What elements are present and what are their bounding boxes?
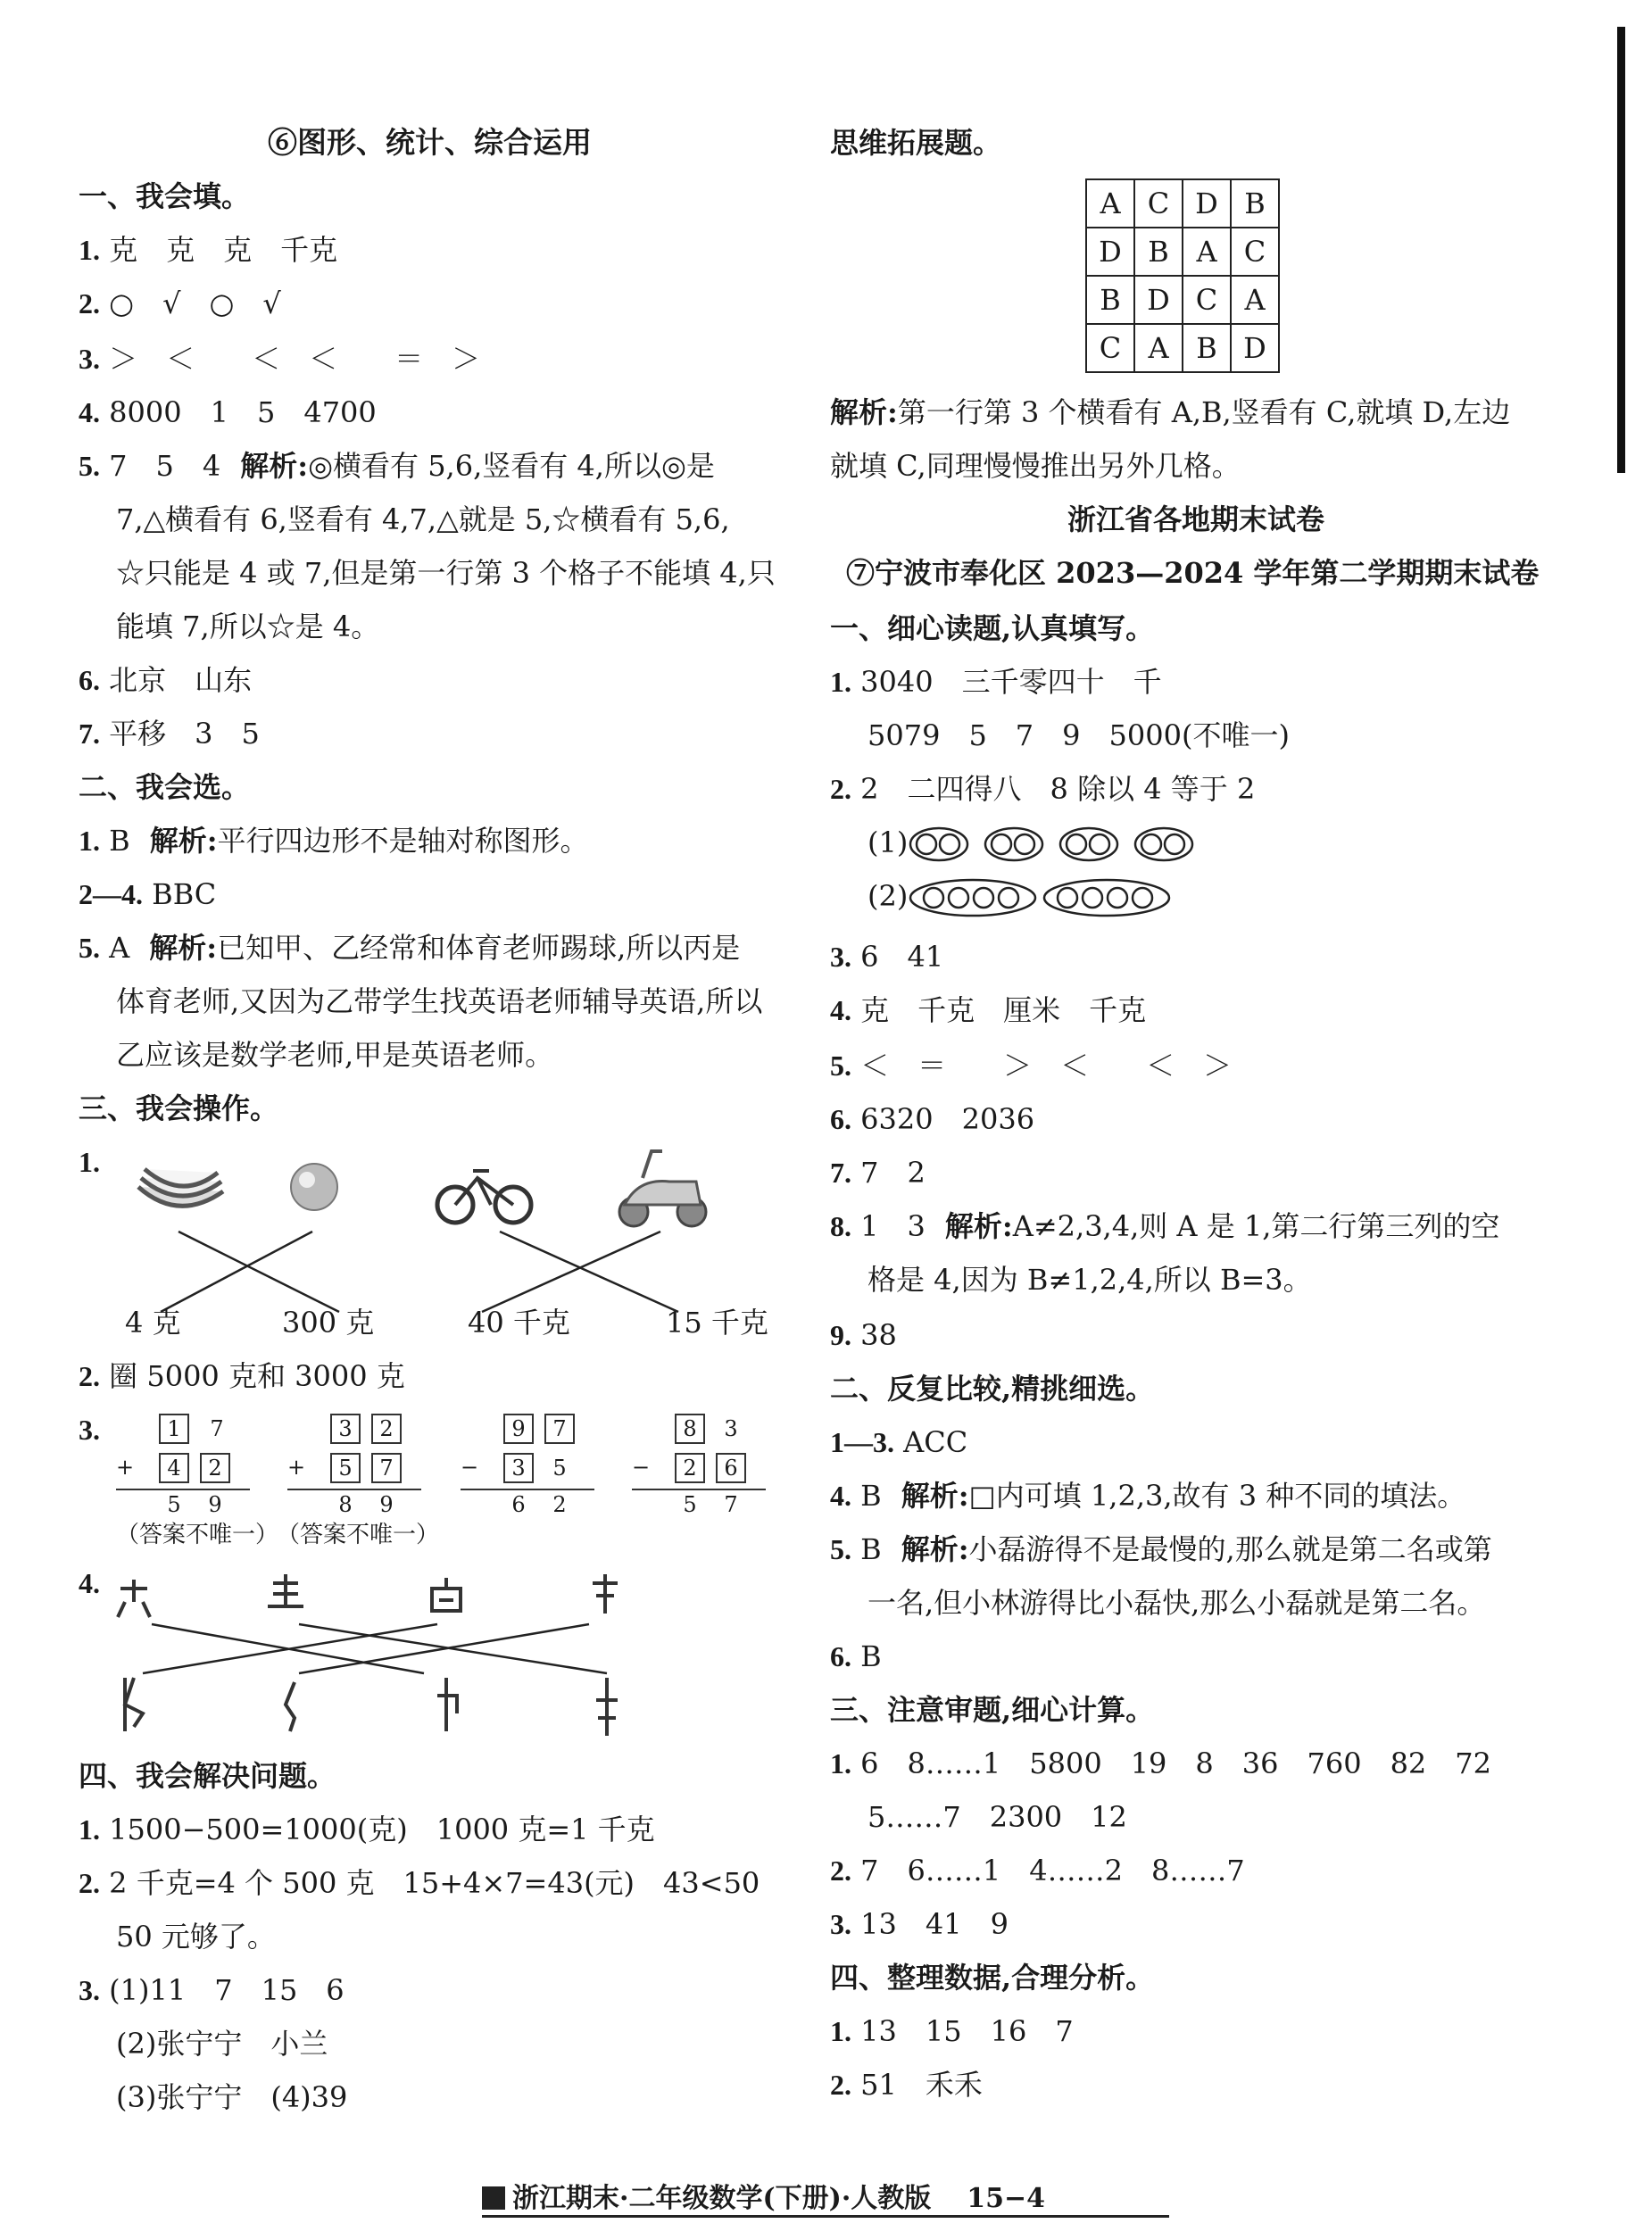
answer-line: 2. ○ √ ○ √ <box>79 286 281 320</box>
answer-line: 1. 6 8……1 5800 19 8 36 760 82 72 <box>830 1746 1492 1780</box>
expand-title: 思维拓展题。 <box>830 126 1002 160</box>
scooter-icon <box>619 1151 706 1226</box>
part4-heading: 四、我会解决问题。 <box>79 1759 336 1793</box>
answer-line: 6. 6320 2036 <box>830 1102 1035 1136</box>
answer-line: 1. 3040 三千零四十 千 <box>830 665 1162 699</box>
answer-line: 5……7 2300 12 <box>868 1800 1127 1834</box>
modern-glyph-icon <box>125 1678 618 1736</box>
grid-row: C A B D <box>1086 324 1279 372</box>
answer-line: 5. A 解析:已知甲、乙经常和体育老师踢球,所以丙是 <box>79 931 741 965</box>
answer-line: 2. 圈 5000 克和 3000 克 <box>79 1359 405 1393</box>
part1-heading: 一、细心读题,认真填写。 <box>830 611 1155 645</box>
answer-line: (3)张宁宁 (4)39 <box>116 2080 348 2114</box>
letter-grid <box>1085 178 1280 373</box>
answer-line: 1. 1500−500=1000(克) 1000 克=1 千克 <box>79 1813 655 1846</box>
answer-line: 3. 13 41 9 <box>830 1907 1009 1941</box>
answer-line: 6. B <box>830 1639 882 1673</box>
page-number: 15−4 <box>967 2183 1046 2214</box>
answer-line: 6. 北京 山东 <box>79 663 253 697</box>
analysis-line: 能填 7,所以☆是 4。 <box>116 610 380 643</box>
character-matching-figure <box>107 1562 643 1740</box>
answer-line: 1. 13 15 16 7 <box>830 2014 1074 2048</box>
answer-line: 1—3. ACC <box>830 1425 968 1459</box>
ancient-glyph-icon <box>118 1574 618 1617</box>
answer-line: 9. 38 <box>830 1318 897 1352</box>
answer-line: 3. (1)11 7 15 6 <box>79 1973 345 2007</box>
answer-line: 3. ＞ ＜ ＜ ＜ ＝ ＞ <box>79 342 481 376</box>
section-title: ⑥图形、统计、综合运用 <box>268 125 592 160</box>
analysis-line: 一名,但小林游得比小磊快,那么小磊就是第二名。 <box>868 1586 1486 1620</box>
page-edge-bar <box>1617 27 1625 473</box>
circle-grouping-1 <box>909 823 1212 866</box>
grid-row: A C D B <box>1086 179 1279 228</box>
answer-line: 4. 克 千克 厘米 千克 <box>830 993 1147 1027</box>
answer-line: 5. ＜ ＝ ＞ ＜ ＜ ＞ <box>830 1049 1233 1083</box>
weight-label: 300 克 <box>282 1306 375 1340</box>
answer-line: 5079 5 7 9 5000(不唯一) <box>868 718 1290 752</box>
answer-line: (2)张宁宁 小兰 <box>116 2027 328 2061</box>
answer-line: 4. 8000 1 5 4700 <box>79 395 377 429</box>
answer-line: 2. 2 千克=4 个 500 克 15+4×7=43(元) 43<50 <box>79 1866 760 1900</box>
exam-title: ⑦宁波市奉化区 2023—2024 学年第二学期期末试卷 <box>846 556 1540 590</box>
answer-line: 3. 6 41 <box>830 940 944 974</box>
answer-line: 7. 7 2 <box>830 1156 926 1190</box>
answer-line: 4. B 解析:□内可填 1,2,3,故有 3 种不同的填法。 <box>830 1479 1466 1513</box>
banana-icon <box>138 1169 223 1206</box>
answer-line: 1. B 解析:平行四边形不是轴对称图形。 <box>79 824 589 858</box>
footer-title: 浙江期末·二年级数学(下册)·人教版 <box>512 2183 932 2214</box>
part2-heading: 二、我会选。 <box>79 770 251 804</box>
analysis-line: 解析:第一行第 3 个横看有 A,B,竖看有 C,就填 D,左边 <box>830 395 1511 429</box>
answer-line: (2) <box>868 879 909 913</box>
bicycle-icon <box>437 1171 531 1223</box>
analysis-line: ☆只能是 4 或 7,但是第一行第 3 个格子不能填 4,只 <box>116 556 776 590</box>
analysis-line: 乙应该是数学老师,甲是英语老师。 <box>116 1038 554 1072</box>
answer-line: 1. 克 克 克 千克 <box>79 233 338 267</box>
part4-heading: 四、整理数据,合理分析。 <box>830 1961 1155 1995</box>
grid-row: D B A C <box>1086 228 1279 276</box>
analysis-line: 7,△横看有 6,竖看有 4,7,△就是 5,☆横看有 5,6, <box>116 502 730 536</box>
vertical-calc: 9 7 − 3 5 6 2 <box>461 1414 594 1512</box>
grid-row: B D C A <box>1086 276 1279 324</box>
answer-line: 2. 2 二四得八 8 除以 4 等于 2 <box>830 772 1256 806</box>
answer-line: 8. 1 3 解析:A≠2,3,4,则 A 是 1,第二行第三列的空 <box>830 1209 1500 1243</box>
answer-line: 7. 平移 3 5 <box>79 717 260 751</box>
analysis-line: 格是 4,因为 B≠1,2,4,所以 B=3。 <box>868 1263 1312 1297</box>
vertical-calc: 1 7 + 4 2 5 9 <box>116 1414 250 1512</box>
question-number: 4. <box>79 1567 100 1599</box>
circle-grouping-2 <box>909 876 1176 919</box>
vertical-calc: 8 3 − 2 6 5 7 <box>632 1414 766 1512</box>
ball-icon <box>291 1164 337 1210</box>
weight-label: 4 克 <box>125 1306 181 1340</box>
note: （答案不唯一） <box>116 1522 279 1548</box>
answer-line: 5. 7 5 4 解析:◎横看有 5,6,竖看有 4,所以◎是 <box>79 449 715 483</box>
analysis-line: 体育老师,又因为乙带学生找英语老师辅导英语,所以 <box>116 984 763 1018</box>
part3-heading: 三、注意审题,细心计算。 <box>830 1693 1155 1727</box>
answer-line: 2—4. BBC <box>79 877 217 911</box>
province-title: 浙江省各地期末试卷 <box>1067 502 1324 536</box>
vertical-calc: 3 2 + 5 7 8 9 <box>287 1414 421 1512</box>
part3-heading: 三、我会操作。 <box>79 1091 279 1125</box>
analysis-line: 就填 C,同理慢慢推出另外几格。 <box>830 449 1241 483</box>
answer-line: 50 元够了。 <box>116 1920 276 1954</box>
answer-line: 5. B 解析:小磊游得不是最慢的,那么就是第二名或第 <box>830 1532 1492 1566</box>
footer-logo-icon <box>482 2186 505 2210</box>
page-footer <box>482 2176 1045 2215</box>
answer-line: (1) <box>868 825 909 859</box>
question-number: 3. <box>79 1414 100 1446</box>
question-number: 1. <box>79 1146 100 1178</box>
weight-label: 40 千克 <box>468 1306 570 1340</box>
part1-heading: 一、我会填。 <box>79 179 251 213</box>
weight-label: 15 千克 <box>666 1306 768 1340</box>
answer-line: 2. 51 禾禾 <box>830 2068 983 2102</box>
answer-line: 2. 7 6……1 4……2 8……7 <box>830 1854 1245 1887</box>
footer-rule <box>482 2215 1169 2218</box>
note: （答案不唯一） <box>277 1522 440 1548</box>
part2-heading: 二、反复比较,精挑细选。 <box>830 1372 1155 1406</box>
